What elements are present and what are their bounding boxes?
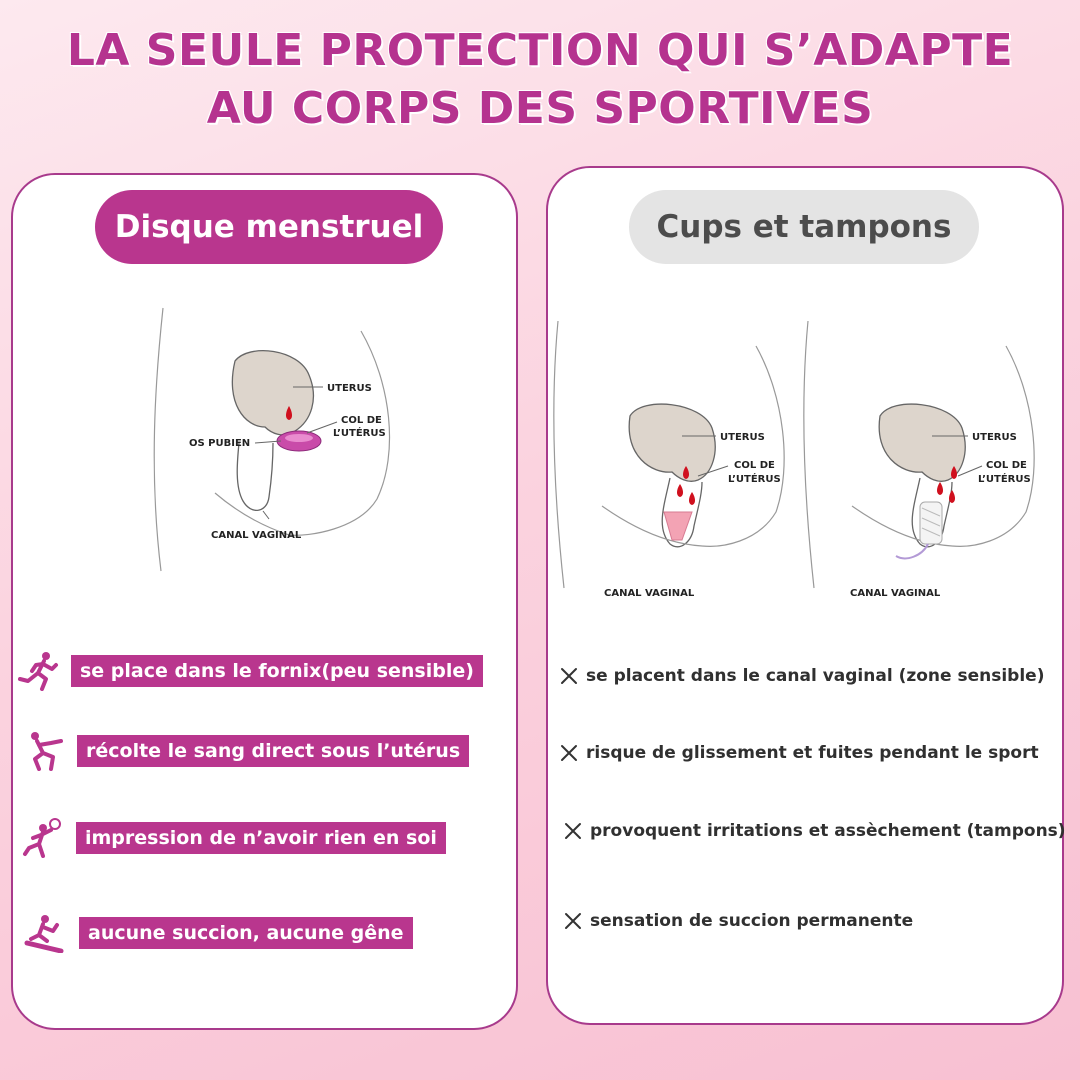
cup-label-luterus: L’UTÉRUS [728, 474, 781, 485]
drawback-suction [562, 906, 913, 936]
menstrual-disc-card [11, 173, 518, 1030]
feature-text-invisible: impression de n’avoir rien en soi [76, 822, 446, 854]
cross-icon [562, 910, 584, 932]
squat-icon [21, 731, 73, 771]
feature-text-comfort: aucune succion, aucune gêne [79, 917, 413, 949]
label-luterus: L’UTÉRUS [333, 428, 386, 439]
label-canal-vaginal: CANAL VAGINAL [211, 530, 302, 541]
cross-icon [558, 742, 580, 764]
cross-icon [558, 665, 580, 687]
menstrual-disc-diagram [123, 303, 423, 583]
title-line-2: AU CORPS DES SPORTIVES [206, 83, 874, 134]
drawback-text-slipping: risque de glissement et fuites pendant le sport [586, 743, 1039, 763]
drawback-irritation [562, 816, 1066, 846]
label-os-pubien: OS PUBIEN [189, 438, 251, 449]
tampon-diagram [802, 316, 1058, 596]
cups-tampons-heading: Cups et tampons [629, 190, 979, 264]
runner-icon [16, 651, 68, 691]
tampon-label-col-de: COL DE [986, 460, 1027, 471]
label-uterus: UTERUS [327, 383, 372, 394]
feature-comfort [13, 913, 516, 953]
feature-invisible [13, 818, 516, 858]
feature-text-collect: récolte le sang direct sous l’utérus [77, 735, 469, 767]
cup-label-uterus: UTERUS [720, 432, 765, 443]
drawback-text-irritation: provoquent irritations et assèchement (tampons) [590, 821, 1066, 841]
drawback-text-suction: sensation de succion permanente [590, 911, 914, 931]
tennis-player-icon [19, 818, 71, 858]
snowboarder-icon [21, 913, 73, 953]
cross-icon [562, 820, 584, 842]
tampon-label-canal-vaginal: CANAL VAGINAL [850, 588, 941, 596]
drawback-text-placement: se placent dans le canal vaginal (zone sensible) [586, 666, 1045, 686]
tampon-label-uterus: UTERUS [972, 432, 1017, 443]
tampon-label-luterus: L’UTÉRUS [978, 474, 1031, 485]
cup-label-canal-vaginal: CANAL VAGINAL [604, 588, 695, 596]
menstrual-disc-heading: Disque menstruel [95, 190, 443, 264]
drawback-slipping [558, 738, 1039, 768]
title-line-1: LA SEULE PROTECTION QUI S’ADAPTE [66, 25, 1014, 76]
page-title [0, 22, 1080, 138]
label-col-de: COL DE [341, 415, 382, 426]
cup-diagram [552, 316, 802, 596]
cup-label-col-de: COL DE [734, 460, 775, 471]
feature-collect [13, 731, 516, 771]
cups-tampons-card [546, 166, 1064, 1025]
drawback-placement [558, 661, 1044, 691]
feature-fornix [13, 651, 516, 691]
feature-text-fornix: se place dans le fornix(peu sensible) [71, 655, 483, 687]
